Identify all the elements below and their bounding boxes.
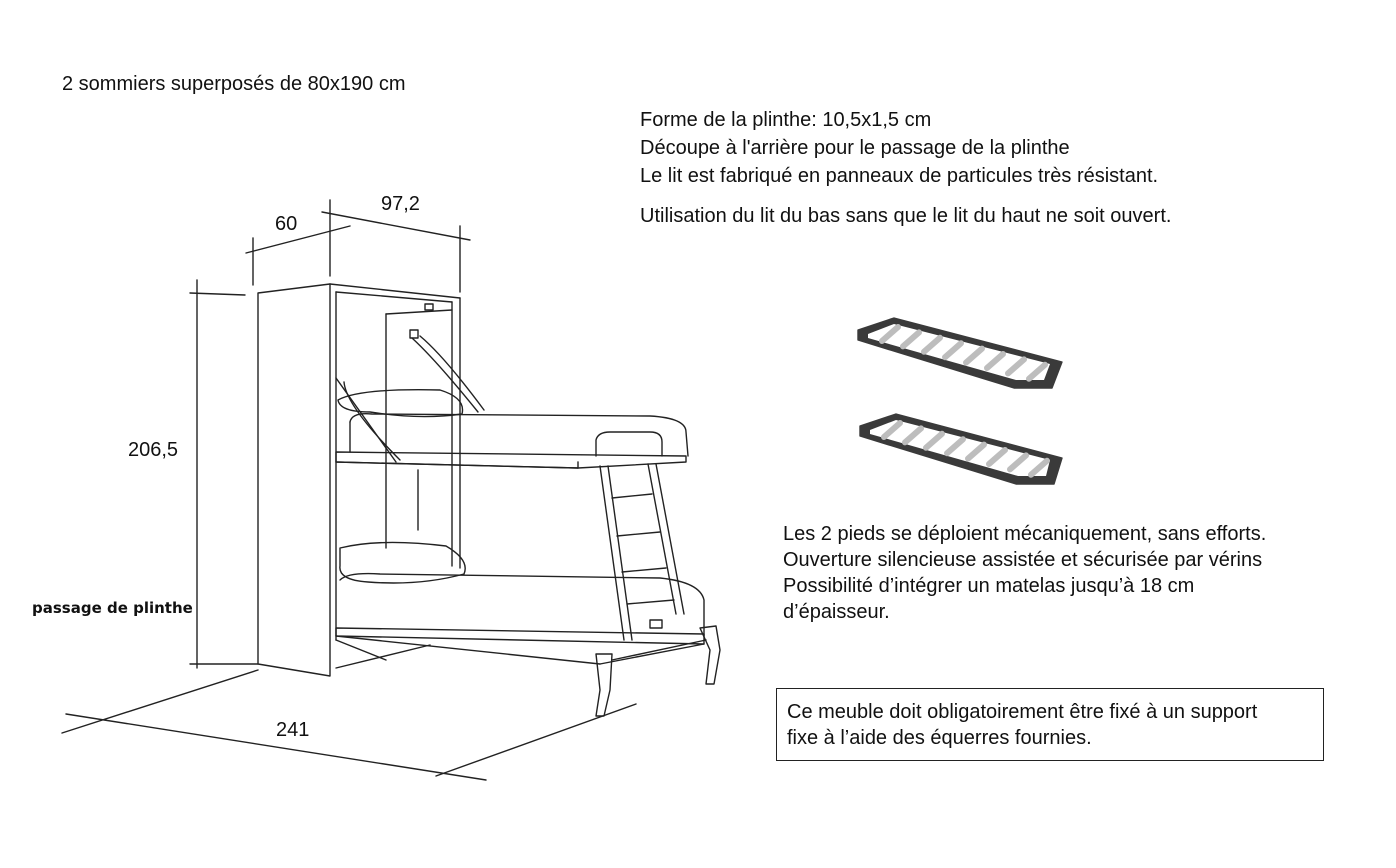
spec-cutout: Découpe à l'arrière pour le passage de la plinthe [640,137,1070,159]
feature-mattress: Possibilité d’intégrer un matelas jusqu’à 18 cm [783,575,1195,597]
spec-usage: Utilisation du lit du bas sans que le lit du haut ne soit ouvert. [640,205,1172,227]
sommiers-caption: 2 sommiers superposés de 80x190 cm [62,73,406,95]
feature-legs: Les 2 pieds se déploient mécaniquement, sans efforts. [783,523,1267,545]
dimension-length: 241 [276,719,310,741]
cabinet [258,284,460,676]
feature-opening: Ouverture silencieuse assistée et sécurisée par vérins [783,549,1263,571]
notice-line-1: Ce meuble doit obligatoirement être fixé à un support [787,701,1258,723]
feature-mattress-thickness: d’épaisseur. [783,601,890,623]
plinth-passage-label: passage de plinthe [32,599,193,617]
ladder [600,464,684,640]
spec-material: Le lit est fabriqué en panneaux de particules très résistant. [640,165,1159,187]
dimension-lines [62,200,636,780]
upper-bed [336,336,688,468]
spec-plinth-shape: Forme de la plinthe: 10,5x1,5 cm [640,109,932,131]
dimension-depth: 60 [275,213,298,235]
dimension-width: 97,2 [381,193,420,215]
dimension-height: 206,5 [128,439,179,461]
fixing-notice-box [776,688,1324,761]
notice-line-2: fixe à l’aide des équerres fournies. [787,727,1092,749]
